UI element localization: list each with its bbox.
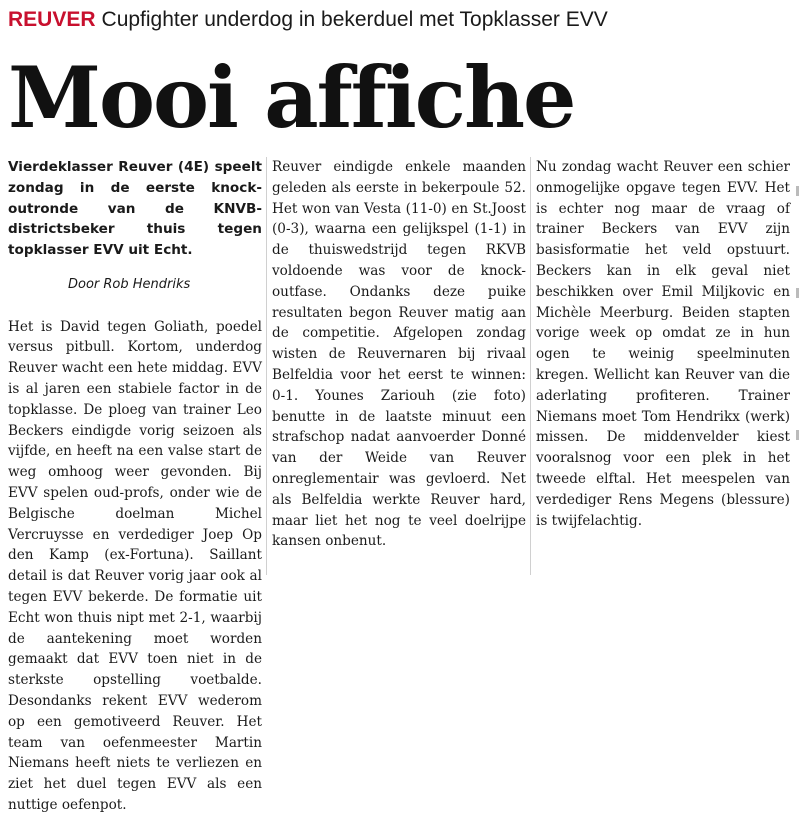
kicker-label: REUVER: [8, 8, 96, 31]
article-column-2: [272, 157, 526, 575]
byline: Door Rob Hendriks: [68, 276, 191, 292]
body-paragraph-3: Nu zondag wacht Reuver een schier onmogelijke opgave tegen EVV. Het is echter nog maar de vraag of trainer Beckers van EVV zijn basisformatie het veld opstuurt. Beckers kan in elk geval niet beschikken over Emil Miljkovic en Michèle Meerburg. Beiden stapten vorige week op omdat ze in hun ogen te weinig speelminuten kregen. Wellicht kan Reuver van die aderlating profiteren. Trainer Niemans moet Tom Hendrikx (werk) missen. De middenvelder kiest vooralsnog voor een plek in het tweede elftal. Het meespelen van verdediger Rens Megens (blessure) is twijfelachtig.: [536, 159, 790, 529]
body-paragraph-2: Reuver eindigde enkele maanden geleden als eerste in bekerpoule 52. Het won van Vesta (11-0) en St.Joost (0-3), waarna een gelijkspel (1-1) in de thuiswedstrijd tegen RKVB voldoende was voor de knock-outfase. Ondanks deze puike resultaten begon Reuver matig aan de competitie. Afgelopen zondag wisten de Reuvernaren bij rivaal Belfeldia voor het eerst te winnen: 0-1. Younes Zariouh (zie foto) benutte in de laatste minuut een strafschop nadat aanvoerder Donné van der Weide van Reuver onreglementair was gevloerd. Net als Belfeldia werkte Reuver hard, maar liet het nog te veel doelrijpe kansen onbenut.: [272, 159, 526, 550]
headline: Mooi affiche: [8, 48, 575, 147]
kicker-text: Cupfighter underdog in bekerduel met Topklasser EVV: [101, 8, 608, 31]
intro-paragraph: Vierdeklasser Reuver (4E) speelt zondag in de eerste knock-outronde van de KNVB-districtsbeker thuis tegen topklasser EVV uit Echt.: [8, 159, 262, 259]
body-paragraph-1: Het is David tegen Goliath, poedel versus pitbull. Kortom, underdog Reuver wacht een hete middag. EVV is al jaren een stabiele factor in de topklasse. De ploeg van trainer Leo Beckers eindigde vorig seizoen als vijfde, en heeft na een valse start de weg omhoog weer gevonden. Bij EVV spelen oud-profs, onder wie de Belgische doelman Michel Vercruysse en verdediger Joep Op den Kamp (ex-Fortuna). Saillant detail is dat Reuver vorig jaar ook al tegen EVV bekerde. De formatie uit Echt won thuis nipt met 2-1, waarbij de aantekening moet worden gemaakt dat EVV toen niet in de sterkste opstelling voetbalde. Desondanks rekent EVV wederom op een gemotiveerd Reuver. Het team van oefenmeester Martin Niemans heeft niets te verliezen en ziet het duel tegen EVV als een nuttige oefenpot.: [8, 318, 262, 813]
article-column-3: [536, 157, 790, 575]
kicker-line: [8, 6, 793, 34]
column-divider: [266, 157, 267, 575]
column-divider: [530, 157, 531, 575]
article-column-1: [8, 157, 262, 813]
